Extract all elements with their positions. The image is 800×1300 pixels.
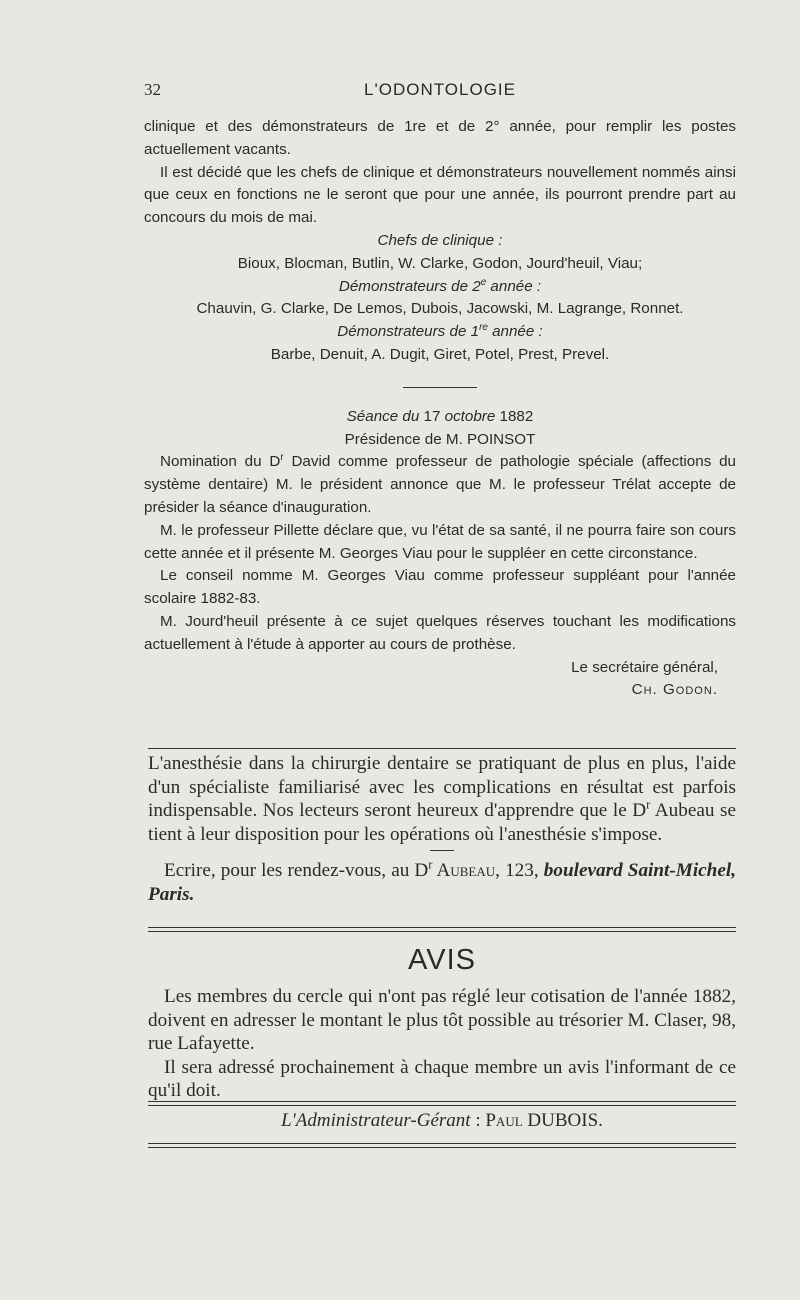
avis-paragraph-1: Les membres du cercle qui n'ont pas réglé leur cotisation de l'année 1882, doivent en adresser le montant le plus tôt possible au trésorier M. Claser, 98, rue Lafayette. [148, 986, 736, 1054]
seance-title-month: octobre [444, 407, 496, 425]
seance-paragraph-3: Le conseil nomme M. Georges Viau comme professeur suppléant pour l'année scolaire 1882-83. [144, 567, 736, 608]
seance-p1-sup: r [280, 452, 284, 464]
contact-sup: r [428, 857, 433, 872]
seance-paragraph-4: M. Jourd'heuil présente à ce sujet quelques réserves touchant les modifications actuellement à l'étude à apporter au cours de prothèse. [144, 612, 736, 653]
anesthesia-notice [148, 752, 736, 906]
seance-title [144, 406, 736, 429]
seance-presidence: Présidence de M. POINSOT [344, 430, 536, 448]
demo1-heading-text: Démonstrateurs de 1 [337, 323, 480, 341]
anesthesia-contact [148, 859, 736, 906]
contact-number: 123, [499, 860, 544, 881]
page-number: 32 [144, 80, 161, 99]
administrator-role: L'Administrateur-Gérant [281, 1110, 471, 1131]
meeting-minutes [144, 116, 736, 702]
demo2-heading-sup: e [480, 276, 487, 288]
chefs-heading: Chefs de clinique : [377, 231, 503, 249]
page-header [144, 80, 736, 110]
anesthesia-sup: r [646, 797, 651, 812]
minutes-decision-paragraph: Il est décidé que les chefs de clinique et démonstrateurs nouvellement nommés ainsi que ceux en fonctions ne le seront que pour une année, ils pourront prendre part au concours du mois de mai. [144, 163, 736, 227]
demonstrators-1-heading [144, 321, 736, 344]
administrator-first-name: Paul [485, 1110, 523, 1131]
seance-paragraph-1 [144, 451, 736, 519]
administrator-last-name: DUBOIS. [522, 1110, 603, 1131]
section-separator [403, 387, 477, 388]
minutes-intro-continued: clinique et des démonstrateurs de 1re et de 2° année, pour remplir les postes actuellement vacants. [144, 118, 736, 158]
signature-role: Le secrétaire général, [571, 658, 718, 676]
seance-title-day: 17 [419, 407, 445, 425]
administrator-separator: : [470, 1110, 486, 1131]
seance-p1-tail: David comme professeur de pathologie spéciale (affections du système dentaire) M. le président annonce que M. le professeur Trélat accepte de présider la séance d'inauguration. [144, 453, 737, 516]
divider-double-rule [148, 1143, 736, 1148]
demo1-heading-sup: re [479, 322, 488, 334]
administrator-line [148, 1110, 736, 1132]
seance-title-year: 1882 [495, 407, 534, 425]
contact-text: Ecrire, pour les rendez-vous, au D [164, 860, 429, 881]
anesthesia-text: L'anesthésie dans la chirurgie dentaire se pratiquant de plus en plus, l'aide d'un spécialiste familiarisé avec les complications en résultat est parfois indispensable. Nos lecteurs seront heureux d'apprendre que le D [148, 753, 736, 821]
contact-address: boulevard Saint-Michel, Paris. [148, 860, 736, 905]
demo1-heading-tail: année : [487, 323, 543, 341]
demonstrators-2-names: Chauvin, G. Clarke, De Lemos, Dubois, Jacowski, M. Lagrange, Ronnet. [196, 300, 684, 318]
notice-dash [430, 850, 454, 851]
divider-double-rule [148, 1101, 736, 1106]
running-title: L'ODONTOLOGIE [364, 80, 516, 99]
avis-title: AVIS [408, 944, 476, 976]
demo2-heading-tail: année : [486, 277, 542, 295]
seance-paragraph-2: M. le professeur Pillette déclare que, vu l'état de sa santé, il ne pourra faire son cours cette année et il présente M. Georges Viau pour le suppléer en cette circonstance. [144, 521, 736, 562]
avis-paragraph-2: Il sera adressé prochainement à chaque membre un avis l'informant de ce qu'il doit. [148, 1056, 736, 1101]
avis-notice [148, 985, 736, 1103]
signature-name: Ch. Godon. [631, 681, 718, 699]
demonstrators-2-heading [144, 276, 736, 299]
demonstrators-1-names: Barbe, Denuit, A. Dugit, Giret, Potel, Prest, Prevel. [270, 345, 610, 363]
contact-name: Aubeau, [432, 860, 500, 881]
anesthesia-paragraph [148, 752, 736, 846]
seance-p1-text: Nomination du D [160, 453, 281, 471]
chefs-names: Bioux, Blocman, Butlin, W. Clarke, Godon, Jourd'heuil, Viau; [237, 254, 643, 272]
anesthesia-tail: Aubeau se tient à leur disposition pour les opérations où l'anesthésie s'impose. [148, 800, 736, 845]
divider-double-rule [148, 927, 736, 932]
seance-title-label: Séance du [346, 407, 420, 425]
demo2-heading-text: Démonstrateurs de 2 [338, 277, 481, 295]
divider-rule [148, 748, 736, 749]
